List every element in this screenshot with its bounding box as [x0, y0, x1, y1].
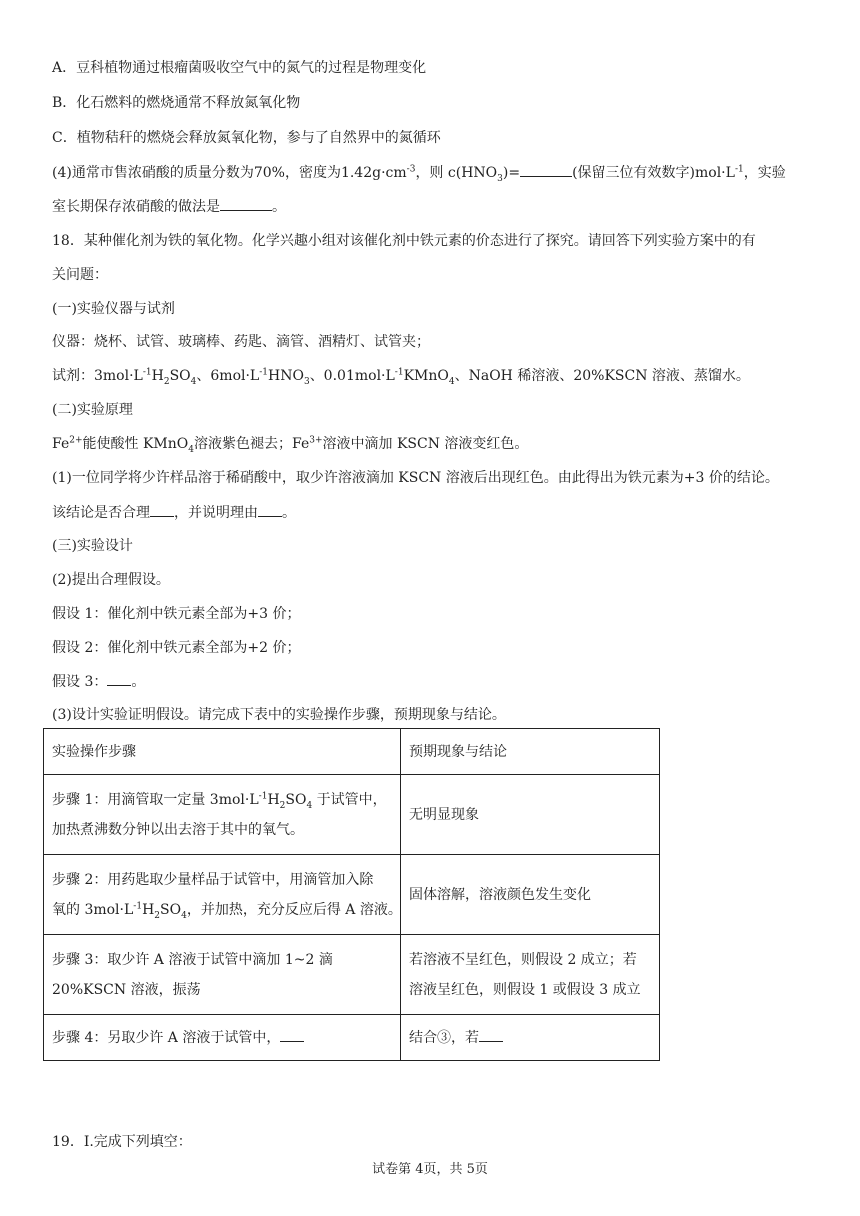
answer-blank[interactable] [220, 196, 272, 211]
section-3-heading: (三)实验设计 [52, 538, 133, 554]
instruments-line: 仪器：烧杯、试管、玻璃棒、药匙、滴管、酒精灯、试管夹； [52, 334, 430, 350]
hypothesis-2: 假设 2：催化剂中铁元素全部为+2 价； [52, 640, 301, 656]
step-1-cell: 步骤 1：用滴管取一定量 $3mol\cdot L^{-1}H_2SO_4$ 于试管中， 加热煮沸数分钟以出去溶于其中的氧气。 [44, 775, 401, 855]
question-4-line-1: (4)通常市售浓硝酸的质量分数为70%，密度为$1.42g\cdot cm^{-3}$，则 $c(HNO_3)=$ (保留三位有效数字)$mol\cdot L^{-1}$，实验 [52, 162, 840, 183]
option-b: B．化石燃料的燃烧通常不释放氮氧化物 [52, 95, 301, 111]
header-steps: 实验操作步骤 [44, 729, 401, 775]
table-row [44, 775, 660, 855]
q4-text: (4)通常市售浓硝酸的质量分数为70%，密度为1.42g·cm [52, 165, 407, 181]
answer-blank[interactable] [258, 502, 282, 517]
answer-blank[interactable] [520, 162, 572, 177]
option-a: A．豆科植物通过根瘤菌吸收空气中的氮气的过程是物理变化 [52, 60, 427, 76]
principle-line: $Fe^{2+}$能使酸性 KMnO$_4$溶液紫色褪去；$Fe^{3+}$溶液中滴加 KSCN 溶液变红色。 [52, 435, 529, 455]
answer-blank[interactable] [479, 1027, 503, 1042]
section-1-heading: (一)实验仪器与试剂 [52, 301, 175, 317]
question-18-line-1: 18．某种催化剂为铁的氧化物。化学兴趣小组对该催化剂中铁元素的价态进行了探究。请回答下列实验方案中的有 [52, 233, 756, 249]
step-2-cell: 步骤 2：用药匙取少量样品于试管中，用滴管加入除 氧的 $3mol\cdot L^{-1}H_2SO_4$，并加热，充分反应后得 A 溶液。 [44, 855, 401, 935]
reagents-line: 试剂：$3mol\cdot L^{-1}H_2SO_4$、$6mol\cdot L^{-1}HNO_3$、$0.01mol\cdot L^{-1}KMnO_4$、NaOH 稀溶液、20%KSCN 溶液、蒸馏水。 [52, 367, 750, 387]
option-c: C．植物秸秆的燃烧会释放氮氧化物，参与了自然界中的氮循环 [52, 130, 441, 146]
experiment-table [43, 728, 660, 1061]
table-row [44, 935, 660, 1015]
question-19: 19．I.完成下列填空： [52, 1134, 192, 1150]
hypothesis-1: 假设 1：催化剂中铁元素全部为+3 价； [52, 606, 301, 622]
answer-blank[interactable] [280, 1027, 304, 1042]
answer-blank[interactable] [107, 671, 131, 686]
question-1-line-2: 该结论是否合理 ，并说明理由 。 [52, 502, 840, 523]
result-4-cell: 结合③，若 [401, 1015, 660, 1061]
hypothesis-3: 假设 3： 。 [52, 671, 840, 692]
header-results: 预期现象与结论 [401, 729, 660, 775]
table-row [44, 1015, 660, 1061]
result-2-cell: 固体溶解，溶液颜色发生变化 [401, 855, 660, 935]
table-row [44, 855, 660, 935]
step-3-cell: 步骤 3：取少许 A 溶液于试管中滴加 1~2 滴 20%KSCN 溶液，振荡 [44, 935, 401, 1015]
step-4-cell: 步骤 4：另取少许 A 溶液于试管中， [44, 1015, 401, 1061]
result-1-cell: 无明显现象 [401, 775, 660, 855]
page-footer: 试卷第 4页，共 5页 [372, 1162, 488, 1177]
table-header-row [44, 729, 660, 775]
answer-blank[interactable] [150, 502, 174, 517]
section-2-heading: (二)实验原理 [52, 402, 133, 418]
result-3-cell: 若溶液不呈红色，则假设 2 成立；若 溶液呈红色，则假设 1 或假设 3 成立 [401, 935, 660, 1015]
question-3: (3)设计实验证明假设。请完成下表中的实验操作步骤，预期现象与结论。 [52, 707, 506, 723]
question-1-line-1: (1)一位同学将少许样品溶于稀硝酸中，取少许溶液滴加 KSCN 溶液后出现红色。由此得出为铁元素为+3 价的结论。 [52, 470, 779, 486]
question-18-line-2: 关问题： [52, 267, 108, 283]
question-2: (2)提出合理假设。 [52, 572, 170, 588]
question-4-line-2: 室长期保存浓硝酸的做法是 。 [52, 196, 840, 217]
